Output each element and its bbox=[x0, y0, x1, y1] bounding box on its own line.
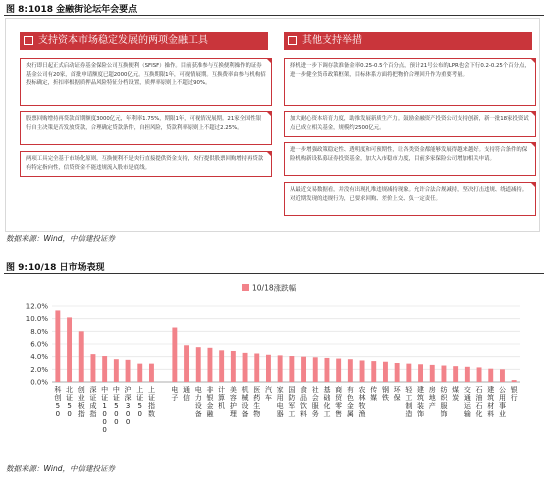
bar bbox=[313, 357, 318, 382]
corner-flag-icon bbox=[266, 58, 272, 64]
x-tick-label: 国防军工 bbox=[288, 386, 296, 418]
bar bbox=[79, 331, 84, 382]
y-tick-label: 6.0% bbox=[30, 340, 48, 349]
x-tick-label: 环保 bbox=[393, 386, 401, 402]
x-tick-label: 上证 5 0 bbox=[136, 386, 144, 418]
bar bbox=[348, 359, 353, 382]
x-tick-label: 轻工制造 bbox=[405, 386, 413, 418]
right-item-1 bbox=[284, 58, 536, 106]
x-tick-label: 煤炭 bbox=[452, 386, 460, 402]
y-tick-label: 10.0% bbox=[25, 315, 48, 324]
bar bbox=[149, 364, 154, 382]
bar bbox=[301, 357, 306, 382]
x-tick-label: 科创 5 0 bbox=[54, 386, 62, 418]
bar bbox=[219, 350, 224, 382]
x-tick-label: 创业板指 bbox=[77, 386, 85, 418]
left-panel-header-text: 支持资本市场稳定发展的两项金融工具 bbox=[38, 35, 208, 46]
checkbox-square-icon bbox=[288, 36, 297, 45]
legend-swatch bbox=[242, 284, 249, 291]
x-tick-label: 家用电器 bbox=[276, 386, 284, 418]
bar bbox=[207, 348, 212, 382]
bar bbox=[360, 360, 365, 382]
right-item-3-text: 进一步增强政策稳定性、透明度和可预期性，让各类资金都能够发展得越来越好。支持符合条件的保险机构新设私募证券投资基金，加大入市稳市力度，目前多家保险公司增加相关申请。 bbox=[290, 147, 528, 162]
x-tick-label: 北证 5 0 bbox=[66, 386, 74, 418]
bar bbox=[278, 355, 283, 382]
x-tick-label: 食品饮料 bbox=[300, 386, 308, 418]
x-tick-label: 建筑材料 bbox=[487, 386, 495, 418]
left-item-3 bbox=[20, 151, 272, 177]
corner-flag-icon bbox=[266, 111, 272, 117]
bar bbox=[184, 345, 189, 382]
y-tick-label: 2.0% bbox=[30, 365, 48, 374]
x-tick-label: 石油石化 bbox=[475, 386, 483, 418]
left-item-1 bbox=[20, 58, 272, 106]
fig8-title-rule bbox=[4, 15, 544, 16]
corner-flag-icon bbox=[530, 111, 536, 117]
bar bbox=[441, 366, 446, 382]
x-tick-label: 社会服务 bbox=[311, 386, 319, 418]
bar bbox=[453, 366, 458, 382]
fig8-title: 图 8:1018 金融街论坛年会要点 bbox=[6, 5, 138, 15]
right-panel-header-text: 其他支持举措 bbox=[302, 35, 362, 46]
bar bbox=[114, 359, 119, 382]
x-tick-label: 上证指数 bbox=[147, 386, 155, 418]
bar bbox=[406, 364, 411, 382]
x-tick-label: 纺织服饰 bbox=[440, 386, 448, 418]
x-tick-label: 通信 bbox=[183, 386, 191, 402]
left-panel-header bbox=[20, 32, 268, 50]
x-tick-label: 机械设备 bbox=[241, 386, 249, 418]
left-item-1-text: 央行即日起正式启动证券基金保险公司互换便利（SFISF）操作。目前获准参与互换便利操作的证券基金公司有20家，首批申请额度已超2000亿元。互换期限1年，可视情展期。互换费率由参与机构招投标确定，折扣率根据质押品风险特征分档设置，质押率原则上不超过90%。 bbox=[26, 63, 266, 87]
left-item-2-text: 股票回购增持再贷款首期额度3000亿元，年利率1.75%，期限1年，可视情况展期。21家全国性银行自主决策是否发放贷款，合理确定贷款条件，自担风险，贷款利率原则上不超过2.25%。 bbox=[26, 116, 262, 131]
x-tick-label: 电子 bbox=[171, 386, 179, 402]
x-tick-label: 中证 5 0 0 bbox=[112, 386, 120, 426]
left-item-2 bbox=[20, 111, 272, 145]
bar bbox=[137, 364, 142, 382]
right-item-4-text: 从最近交易数据看，并没有出现扎堆违规减持现象。允许合法合规减持，坚决打击违规、绕道减持。对近期发现的违规行为，已要求回购、差价上交、负一定责任。 bbox=[290, 187, 528, 202]
x-tick-label: 商贸零售 bbox=[335, 386, 343, 418]
x-tick-label: 建筑装饰 bbox=[417, 386, 425, 418]
x-tick-label: 中证 1 0 0 0 bbox=[101, 386, 109, 434]
fig9-title-rule bbox=[4, 273, 544, 274]
x-tick-label: 医药生物 bbox=[253, 386, 261, 418]
x-tick-label: 汽车 bbox=[264, 386, 272, 402]
bar bbox=[383, 362, 388, 382]
fig9-source: 数据来源：Wind，中信建投证券 bbox=[6, 464, 116, 473]
right-item-3 bbox=[284, 142, 536, 176]
x-tick-label: 交通运输 bbox=[463, 386, 471, 418]
x-tick-label: 沪深 3 0 0 bbox=[124, 386, 132, 426]
y-tick-label: 4.0% bbox=[30, 353, 48, 362]
right-item-1-text: 择机进一步下调存款准备金率0.25-0.5个百分点，预计21号公布的LPR也会下行0.2-0.25个百分点，进一步健全货币政策框架，目标体系方面将把物价合理回升作为重要考量。 bbox=[290, 63, 530, 78]
fig8-source: 数据来源：Wind，中信建投证券 bbox=[6, 234, 116, 243]
bar bbox=[324, 358, 329, 382]
x-tick-label: 传媒 bbox=[370, 386, 378, 402]
bar bbox=[196, 347, 201, 382]
bar bbox=[465, 367, 470, 382]
x-tick-label: 电力设备 bbox=[194, 386, 202, 418]
right-item-2 bbox=[284, 111, 536, 137]
right-panel-header bbox=[284, 32, 532, 50]
bar bbox=[500, 369, 505, 382]
bar bbox=[243, 353, 248, 382]
bar bbox=[395, 363, 400, 382]
bar bbox=[512, 380, 517, 382]
right-item-2-text: 加大耐心资本培育力度，助推发展新质生产力。鼓励金融资产投资公司支持创新，新一批18家投资试点已成立相关基金，规模约2500亿元。 bbox=[290, 116, 529, 131]
bar bbox=[55, 310, 60, 382]
bar bbox=[477, 367, 482, 382]
x-tick-label: 公用事业 bbox=[498, 386, 506, 418]
x-tick-label: 基础化工 bbox=[323, 386, 331, 418]
y-tick-label: 0.0% bbox=[30, 378, 48, 387]
x-tick-label: 计算机 bbox=[218, 386, 226, 410]
bar bbox=[102, 356, 107, 382]
bar bbox=[418, 364, 423, 382]
fig9-title: 图 9:10/18 日市场表现 bbox=[6, 263, 105, 273]
bar bbox=[266, 355, 271, 382]
corner-flag-icon bbox=[530, 182, 536, 188]
market-performance-chart bbox=[0, 276, 550, 452]
bar bbox=[336, 359, 341, 382]
corner-flag-icon bbox=[530, 58, 536, 64]
x-tick-label: 农林牧渔 bbox=[358, 386, 366, 418]
bar bbox=[67, 317, 72, 382]
x-tick-label: 银行 bbox=[510, 386, 518, 402]
corner-flag-icon bbox=[266, 151, 272, 157]
y-tick-label: 8.0% bbox=[30, 327, 48, 336]
bar bbox=[289, 356, 294, 382]
right-item-4 bbox=[284, 182, 536, 216]
x-tick-label: 钢铁 bbox=[381, 386, 389, 402]
bar bbox=[231, 351, 236, 382]
x-tick-label: 非银金融 bbox=[206, 386, 214, 418]
bar bbox=[371, 361, 376, 382]
checkbox-square-icon bbox=[24, 36, 33, 45]
bar bbox=[126, 360, 131, 382]
x-tick-label: 深证成指 bbox=[89, 386, 97, 418]
x-tick-label: 美容护理 bbox=[229, 386, 237, 418]
bar bbox=[488, 369, 493, 382]
bar bbox=[90, 354, 95, 382]
x-tick-label: 房地产 bbox=[428, 386, 436, 410]
y-tick-label: 12.0% bbox=[25, 302, 48, 311]
bar bbox=[172, 328, 177, 382]
left-item-3-text: 两项工具完全基于市场化原则，互换便利不是央行直接提供资金支持，央行提供股票回购增持再贷款有特定指向性，信贷资金不能违规流入股市是底线。 bbox=[26, 156, 264, 171]
bar bbox=[430, 365, 435, 382]
legend-label: 10/18涨跌幅 bbox=[252, 283, 297, 293]
bar bbox=[254, 354, 259, 383]
corner-flag-icon bbox=[530, 142, 536, 148]
x-tick-label: 有色金属 bbox=[346, 386, 354, 418]
